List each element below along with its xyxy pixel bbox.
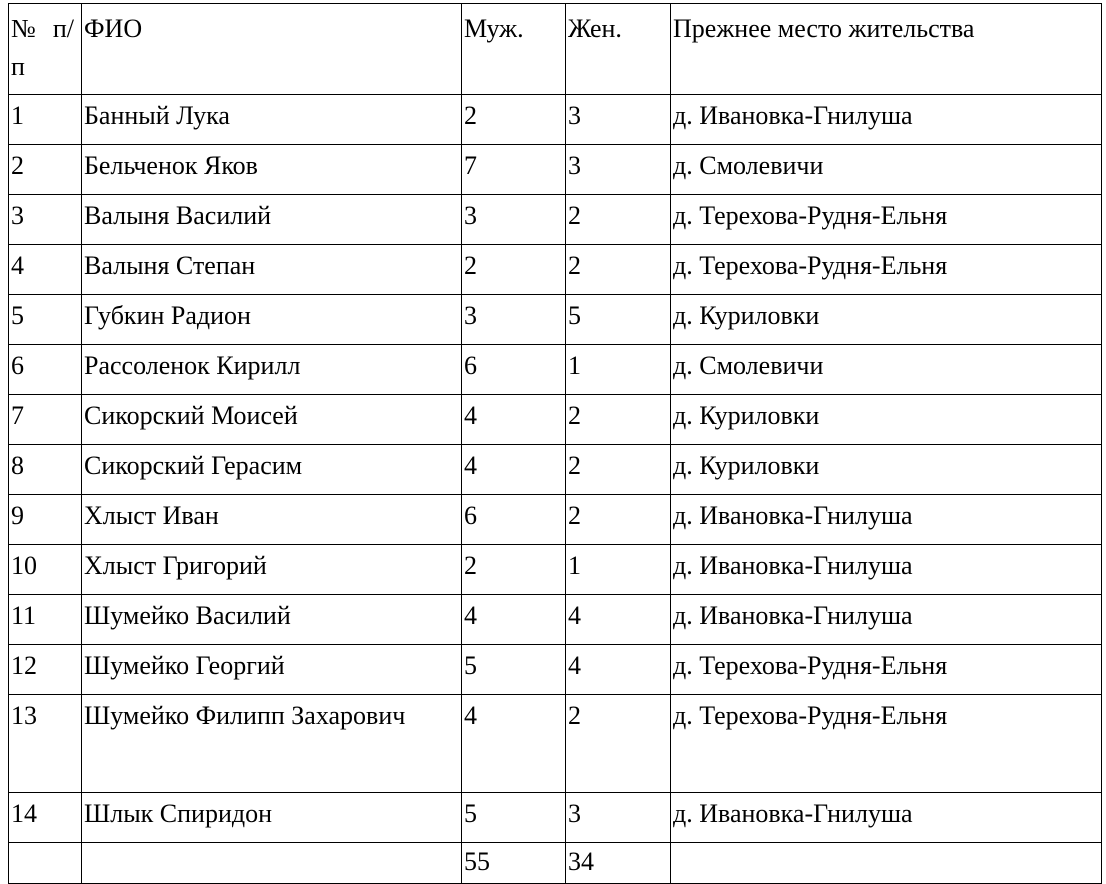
row-male: 2	[462, 95, 566, 145]
row-name: Шумейко Георгий	[82, 645, 462, 695]
table-row	[9, 195, 1102, 245]
row-number: 2	[9, 145, 82, 195]
row-male: 3	[462, 195, 566, 245]
row-name: Хлыст Иван	[82, 495, 462, 545]
header-female: Жен.	[566, 4, 671, 95]
row-female: 2	[566, 245, 671, 295]
row-place: д. Куриловки	[671, 395, 1102, 445]
table-row	[9, 495, 1102, 545]
row-place: д. Смолевичи	[671, 345, 1102, 395]
row-name: Валыня Василий	[82, 195, 462, 245]
table-row	[9, 145, 1102, 195]
totals-male: 55	[462, 843, 566, 884]
row-place: д. Ивановка-Гнилуша	[671, 793, 1102, 843]
row-male: 2	[462, 545, 566, 595]
header-number-line1: № п/	[11, 14, 74, 43]
row-place: д. Ивановка-Гнилуша	[671, 495, 1102, 545]
totals-place	[671, 843, 1102, 884]
row-number: 1	[9, 95, 82, 145]
row-number: 10	[9, 545, 82, 595]
row-female: 2	[566, 695, 671, 793]
row-place: д. Терехова-Рудня-Ельня	[671, 695, 1102, 793]
row-male: 6	[462, 495, 566, 545]
row-female: 3	[566, 95, 671, 145]
row-place: д. Куриловки	[671, 295, 1102, 345]
row-number: 7	[9, 395, 82, 445]
row-female: 2	[566, 195, 671, 245]
totals-row	[9, 843, 1102, 884]
row-female: 3	[566, 793, 671, 843]
row-name: Сикорский Моисей	[82, 395, 462, 445]
table-row	[9, 445, 1102, 495]
row-number: 12	[9, 645, 82, 695]
row-place: д. Ивановка-Гнилуша	[671, 545, 1102, 595]
row-number: 4	[9, 245, 82, 295]
row-name: Банный Лука	[82, 95, 462, 145]
row-number: 8	[9, 445, 82, 495]
row-place: д. Ивановка-Гнилуша	[671, 95, 1102, 145]
table-row	[9, 595, 1102, 645]
table-row	[9, 395, 1102, 445]
header-number	[9, 4, 82, 95]
row-number: 5	[9, 295, 82, 345]
header-number-line2: п	[11, 52, 25, 81]
row-male: 3	[462, 295, 566, 345]
row-name: Бельченок Яков	[82, 145, 462, 195]
row-name: Сикорский Герасим	[82, 445, 462, 495]
table-row	[9, 645, 1102, 695]
row-female: 1	[566, 545, 671, 595]
row-place: д. Терехова-Рудня-Ельня	[671, 245, 1102, 295]
row-place: д. Куриловки	[671, 445, 1102, 495]
row-female: 2	[566, 395, 671, 445]
table-row	[9, 793, 1102, 843]
row-place: д. Терехова-Рудня-Ельня	[671, 645, 1102, 695]
row-male: 7	[462, 145, 566, 195]
row-male: 4	[462, 695, 566, 793]
row-female: 2	[566, 445, 671, 495]
row-male: 4	[462, 395, 566, 445]
row-female: 3	[566, 145, 671, 195]
row-place: д. Смолевичи	[671, 145, 1102, 195]
row-place: д. Ивановка-Гнилуша	[671, 595, 1102, 645]
table-header-row	[9, 4, 1102, 95]
row-name: Губкин Радион	[82, 295, 462, 345]
row-name: Рассоленок Кирилл	[82, 345, 462, 395]
row-place: д. Терехова-Рудня-Ельня	[671, 195, 1102, 245]
row-number: 6	[9, 345, 82, 395]
row-male: 6	[462, 345, 566, 395]
row-name: Шумейко Филипп Захарович	[82, 695, 462, 793]
row-number: 14	[9, 793, 82, 843]
table-row	[9, 345, 1102, 395]
row-name: Хлыст Григорий	[82, 545, 462, 595]
header-place: Прежнее место жительства	[671, 4, 1102, 95]
row-number: 13	[9, 695, 82, 793]
row-male: 4	[462, 595, 566, 645]
totals-name	[82, 843, 462, 884]
table-row	[9, 695, 1102, 793]
row-male: 2	[462, 245, 566, 295]
row-male: 4	[462, 445, 566, 495]
row-name: Шлык Спиридон	[82, 793, 462, 843]
row-female: 4	[566, 645, 671, 695]
table-row	[9, 95, 1102, 145]
row-number: 9	[9, 495, 82, 545]
resettlers-table	[8, 3, 1102, 884]
row-female: 1	[566, 345, 671, 395]
totals-female: 34	[566, 843, 671, 884]
row-number: 11	[9, 595, 82, 645]
header-name: ФИО	[82, 4, 462, 95]
table-row	[9, 545, 1102, 595]
table-row	[9, 245, 1102, 295]
row-name: Валыня Степан	[82, 245, 462, 295]
row-female: 2	[566, 495, 671, 545]
table-row	[9, 295, 1102, 345]
row-female: 5	[566, 295, 671, 345]
row-male: 5	[462, 793, 566, 843]
row-name: Шумейко Василий	[82, 595, 462, 645]
row-female: 4	[566, 595, 671, 645]
totals-number	[9, 843, 82, 884]
row-number: 3	[9, 195, 82, 245]
header-male: Муж.	[462, 4, 566, 95]
row-male: 5	[462, 645, 566, 695]
